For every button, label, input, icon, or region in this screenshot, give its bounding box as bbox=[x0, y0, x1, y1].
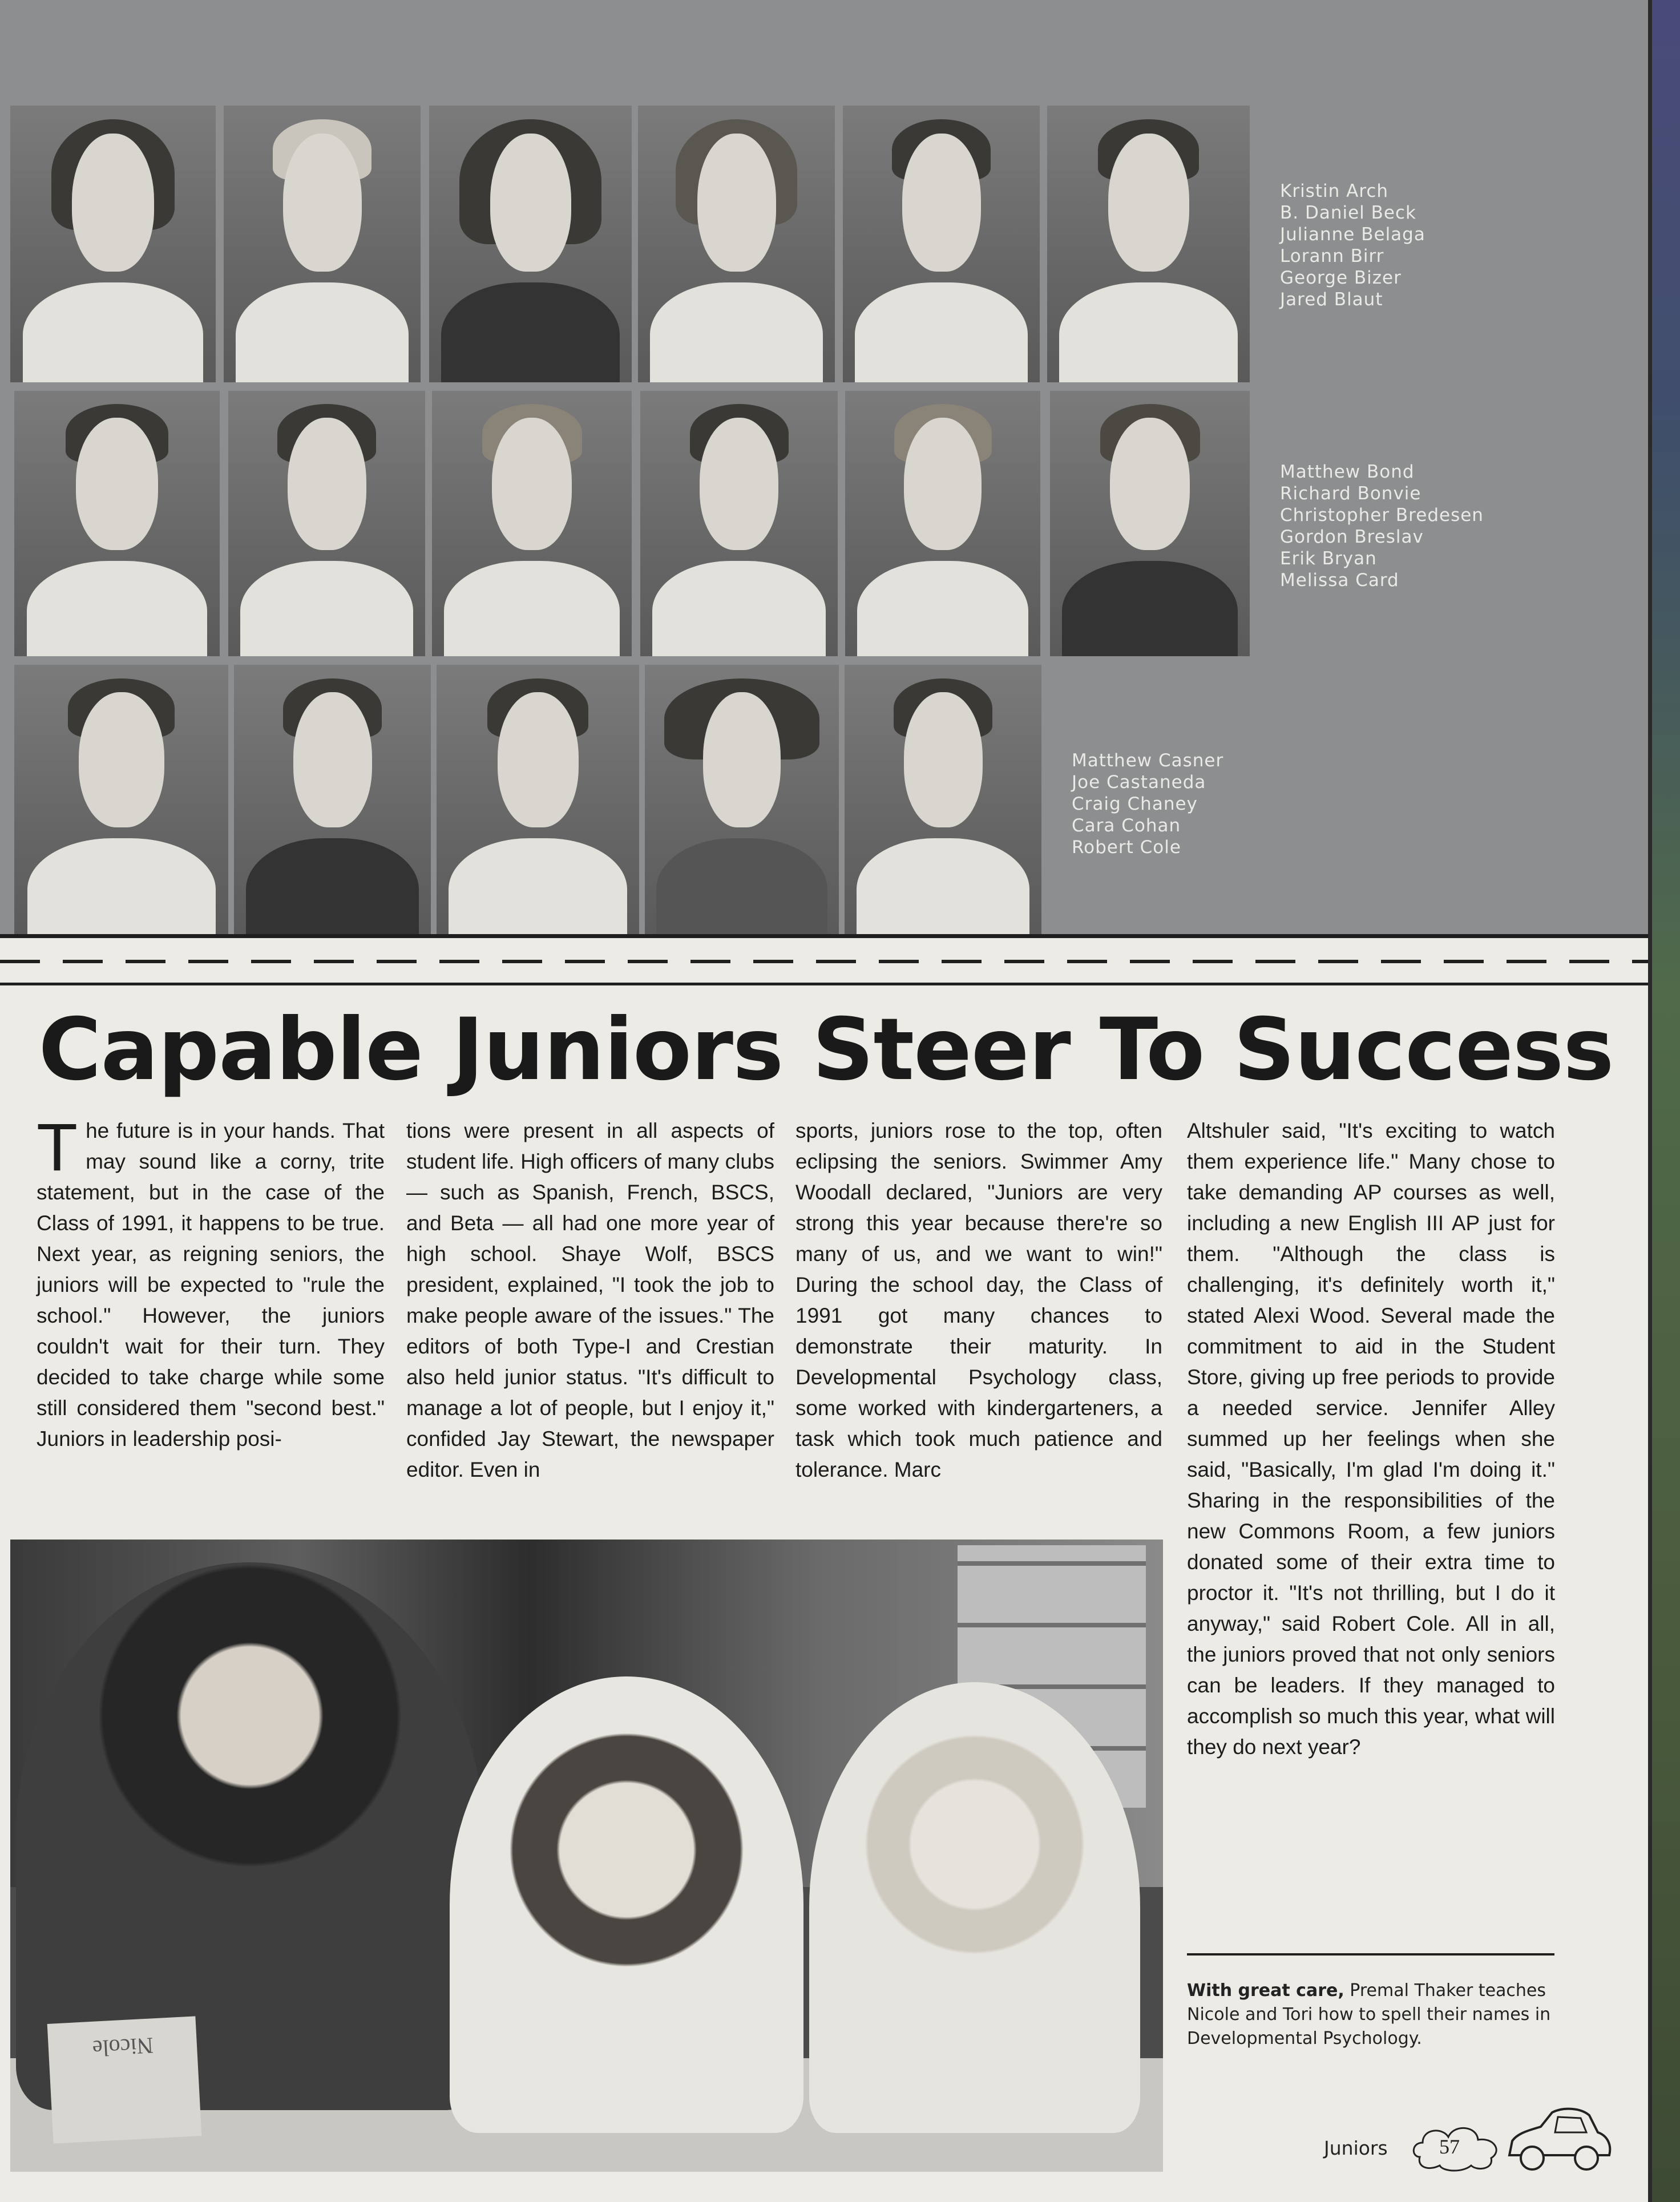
photo-child-tori bbox=[809, 1682, 1140, 2133]
photo-caption bbox=[1187, 1979, 1558, 2051]
name-list-row1 bbox=[1280, 180, 1425, 310]
portrait-photo bbox=[234, 665, 431, 936]
page-edge bbox=[1648, 0, 1652, 2202]
article-title: Capable Juniors Steer To Success bbox=[38, 1000, 1614, 1100]
article-column-1 bbox=[37, 1110, 385, 1454]
student-name: Craig Chaney bbox=[1072, 794, 1198, 814]
car-icon bbox=[1501, 2101, 1615, 2175]
portrait-photo bbox=[429, 106, 632, 382]
classroom-photo bbox=[10, 1540, 1163, 2172]
drop-cap: T bbox=[37, 1110, 78, 1185]
page-number: 57 bbox=[1439, 2135, 1460, 2158]
portrait-panel bbox=[0, 0, 1648, 936]
student-name: Matthew Casner bbox=[1072, 750, 1224, 771]
column-text: tions were present in all aspects of student life. High officers of many clubs — such as Spanish, French, BSCS, and Beta — all had one more year of high school. Shaye Wolf, BSCS president, explained, "I took the job to make people aware of the issues." The editors of both Type-I and Crestian also held junior status. "It's difficult to manage a lot of people, but I enjoy it," confided Jay Stewart, the newspaper editor. Even in bbox=[406, 1119, 774, 1481]
student-name: Kristin Arch bbox=[1280, 181, 1389, 201]
student-name: Matthew Bond bbox=[1280, 462, 1415, 482]
portrait-photo bbox=[1050, 391, 1250, 656]
portrait-photo bbox=[1047, 106, 1250, 382]
student-name: George Bizer bbox=[1280, 268, 1402, 288]
dashed-rule bbox=[0, 960, 1648, 963]
student-name: Robert Cole bbox=[1072, 837, 1181, 858]
portrait-photo bbox=[638, 106, 835, 382]
portrait-photo bbox=[10, 106, 216, 382]
photo-child-nicole bbox=[450, 1676, 803, 2133]
portrait-photo bbox=[640, 391, 838, 656]
student-name: Julianne Belaga bbox=[1280, 224, 1425, 245]
portrait-photo bbox=[843, 106, 1040, 382]
portrait-photo bbox=[645, 665, 839, 936]
title-rule bbox=[0, 983, 1648, 985]
caption-text: Premal Thaker teaches Nicole and Tori how to spell their names in Developmental Psychology. bbox=[1187, 1981, 1551, 2049]
student-name: Jared Blaut bbox=[1280, 289, 1383, 310]
student-name: Joe Castaneda bbox=[1072, 772, 1206, 793]
article-column-2 bbox=[406, 1116, 774, 1485]
background-edge bbox=[1652, 0, 1680, 2202]
portrait-photo bbox=[228, 391, 425, 656]
student-name: Christopher Bredesen bbox=[1280, 505, 1484, 526]
portrait-photo bbox=[845, 665, 1041, 936]
portrait-photo bbox=[224, 106, 421, 382]
name-card-text: Nicole bbox=[91, 2033, 154, 2062]
portrait-photo bbox=[432, 391, 632, 656]
portrait-photo bbox=[845, 391, 1040, 656]
caption-rule bbox=[1187, 1953, 1554, 1955]
name-list-row3 bbox=[1072, 750, 1223, 858]
student-name: Lorann Birr bbox=[1280, 246, 1384, 266]
student-name: Cara Cohan bbox=[1072, 815, 1181, 836]
student-name: Melissa Card bbox=[1280, 570, 1399, 591]
portrait-photo bbox=[14, 665, 228, 936]
student-name: B. Daniel Beck bbox=[1280, 203, 1416, 223]
column-text: he future is in your hands. That may sound like a corny, trite statement, but in the case of the Class of 1991, it happens to be true. Next year, as reigning seniors, the juniors will be expected to "rule the school." However, the juniors couldn't wait for their turn. They decided to take charge while some still considered them "second best." Juniors in leadership posi- bbox=[37, 1119, 385, 1451]
student-name: Gordon Breslav bbox=[1280, 527, 1424, 547]
caption-lead: With great care, bbox=[1187, 1981, 1344, 2001]
top-rule bbox=[0, 934, 1648, 938]
name-list-row2 bbox=[1280, 461, 1484, 591]
article-column-4 bbox=[1187, 1116, 1555, 1763]
article-column-3 bbox=[795, 1116, 1162, 1485]
student-name: Richard Bonvie bbox=[1280, 483, 1421, 504]
name-card bbox=[47, 2016, 202, 2143]
column-text: sports, juniors rose to the top, often eclipsing the seniors. Swimmer Amy Woodall declared, "Juniors are very strong this year because there're so many of us, and we want to win!" During the school day, the Class of 1991 got many chances to demonstrate their maturity. In Developmental Psychology class, some worked with kindergarteners, a task which took much patience and tolerance. Marc bbox=[795, 1119, 1162, 1481]
student-name: Erik Bryan bbox=[1280, 548, 1377, 569]
portrait-photo bbox=[14, 391, 220, 656]
portrait-photo bbox=[437, 665, 639, 936]
column-text: Altshuler said, "It's exciting to watch them experience life." Many chose to take demanding AP courses as well, including a new English III AP just for them. "Although the class is challenging, it's definitely worth it," stated Alexi Wood. Several made the commitment to aid in the Student Store, giving up free periods to provide a needed service. Jennifer Alley summed up her feelings when she said, "Basically, I'm glad I'm doing it." Sharing in the responsibilities of the new Commons Room, a few juniors donated some of their extra time to proctor it. "It's not thrilling, but I do it anyway," said Robert Cole. All in all, the juniors proved that not only seniors can be leaders. If they managed to accomplish so much this year, what will they do next year? bbox=[1187, 1119, 1555, 1759]
section-label: Juniors bbox=[1324, 2137, 1388, 2159]
